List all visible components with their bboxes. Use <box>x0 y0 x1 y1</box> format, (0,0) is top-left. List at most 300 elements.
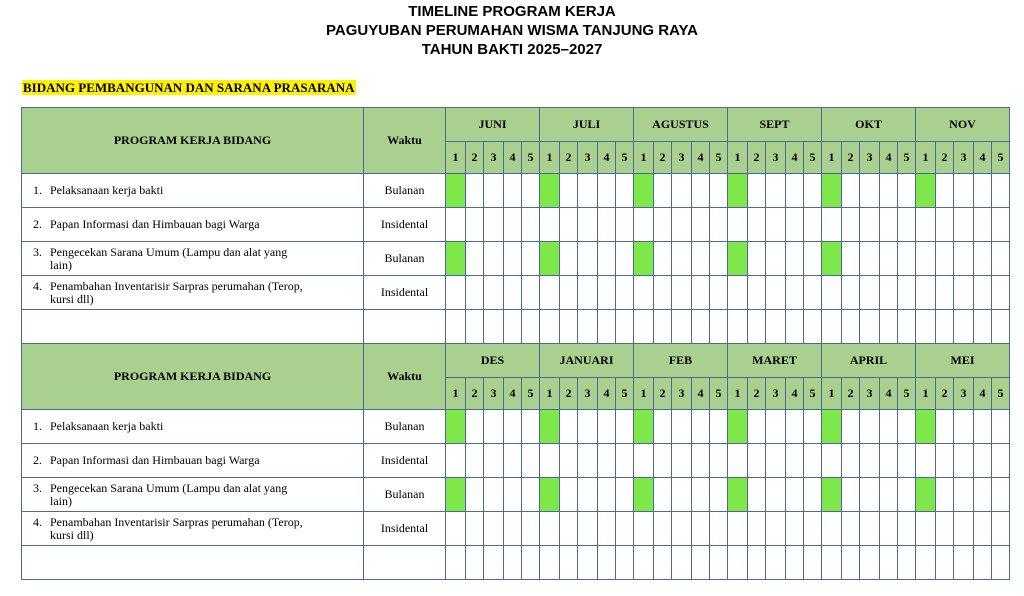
schedule-cell <box>692 546 710 580</box>
schedule-cell <box>728 310 748 344</box>
week-number: 4 <box>504 378 522 410</box>
column-header-waktu: Waktu <box>364 108 446 174</box>
schedule-cell <box>672 242 692 276</box>
schedule-cell <box>842 174 860 208</box>
program-name: Pelaksanaan kerja bakti <box>50 183 164 197</box>
program-cell <box>22 208 364 242</box>
program-name: Pengecekan Sarana Umum (Lampu dan alat yang lain) <box>50 480 288 508</box>
schedule-cell <box>936 444 954 478</box>
program-name: Penambahan Inventarisir Sarpras perumahan (Terop, kursi dll) <box>50 278 303 306</box>
schedule-cell-active <box>822 410 842 444</box>
schedule-cell <box>954 512 974 546</box>
week-number: 2 <box>654 142 672 174</box>
schedule-cell <box>692 410 710 444</box>
schedule-cell <box>766 410 786 444</box>
week-number: 2 <box>748 378 766 410</box>
schedule-cell <box>504 546 522 580</box>
schedule-cell <box>484 546 504 580</box>
schedule-cell <box>466 242 484 276</box>
schedule-cell <box>898 208 916 242</box>
schedule-cell <box>936 512 954 546</box>
schedule-cell <box>748 478 766 512</box>
table-row <box>22 174 1010 208</box>
schedule-cell <box>748 242 766 276</box>
week-number: 5 <box>710 142 728 174</box>
schedule-cell <box>598 174 616 208</box>
schedule-cell <box>654 546 672 580</box>
schedule-cell <box>540 546 560 580</box>
program-number: 4. <box>33 514 42 529</box>
program-cell <box>22 478 364 512</box>
schedule-cell <box>654 174 672 208</box>
schedule-cell <box>672 410 692 444</box>
schedule-cell <box>634 512 654 546</box>
program-cell <box>22 512 364 546</box>
schedule-cell <box>446 276 466 310</box>
program-name: Papan Informasi dan Himbauan bagi Warga <box>50 217 260 231</box>
schedule-cell <box>974 276 992 310</box>
schedule-cell <box>692 478 710 512</box>
schedule-cell <box>654 276 672 310</box>
schedule-cell <box>954 444 974 478</box>
week-number: 5 <box>710 378 728 410</box>
schedule-cell <box>484 512 504 546</box>
schedule-cell <box>578 310 598 344</box>
week-number: 4 <box>598 142 616 174</box>
schedule-cell <box>560 478 578 512</box>
week-number: 4 <box>786 378 804 410</box>
schedule-cell <box>992 208 1010 242</box>
schedule-cell <box>860 444 880 478</box>
week-number: 3 <box>578 142 598 174</box>
month-header: OKT <box>822 108 916 142</box>
schedule-cell <box>578 208 598 242</box>
schedule-cell <box>598 242 616 276</box>
schedule-cell <box>860 174 880 208</box>
program-cell <box>22 310 364 344</box>
schedule-cell <box>974 208 992 242</box>
schedule-cell <box>616 478 634 512</box>
schedule-cell <box>954 310 974 344</box>
schedule-cell <box>992 174 1010 208</box>
schedule-cell <box>484 310 504 344</box>
week-number: 2 <box>936 378 954 410</box>
week-number: 3 <box>954 378 974 410</box>
schedule-cell <box>616 410 634 444</box>
schedule-cell-active <box>540 410 560 444</box>
schedule-cell-active <box>540 174 560 208</box>
schedule-cell <box>522 276 540 310</box>
schedule-cell <box>822 512 842 546</box>
week-number: 1 <box>822 142 842 174</box>
schedule-cell <box>672 208 692 242</box>
schedule-cell <box>466 174 484 208</box>
waktu-cell: Bulanan <box>364 410 446 444</box>
schedule-cell <box>936 242 954 276</box>
week-number: 1 <box>540 142 560 174</box>
schedule-cell <box>728 444 748 478</box>
schedule-cell <box>786 310 804 344</box>
schedule-cell <box>522 208 540 242</box>
schedule-cell <box>766 276 786 310</box>
schedule-cell <box>822 276 842 310</box>
schedule-cell-active <box>634 410 654 444</box>
schedule-cell <box>786 410 804 444</box>
schedule-cell <box>634 444 654 478</box>
schedule-cell <box>916 444 936 478</box>
schedule-cell <box>842 444 860 478</box>
timeline-table <box>21 107 1010 344</box>
schedule-cell <box>672 174 692 208</box>
schedule-cell-active <box>916 174 936 208</box>
schedule-cell <box>654 478 672 512</box>
schedule-cell-active <box>446 242 466 276</box>
schedule-cell <box>634 546 654 580</box>
schedule-cell <box>578 478 598 512</box>
schedule-cell <box>484 276 504 310</box>
program-number: 4. <box>33 278 42 293</box>
schedule-cell <box>860 546 880 580</box>
schedule-cell <box>578 410 598 444</box>
schedule-cell <box>504 444 522 478</box>
schedule-cell-active <box>446 478 466 512</box>
schedule-cell <box>898 512 916 546</box>
schedule-cell-active <box>540 478 560 512</box>
schedule-cell-active <box>446 410 466 444</box>
week-number: 4 <box>974 142 992 174</box>
schedule-cell <box>748 276 766 310</box>
schedule-cell <box>504 276 522 310</box>
schedule-cell <box>766 444 786 478</box>
month-header: DES <box>446 344 540 378</box>
waktu-cell: Insidental <box>364 208 446 242</box>
week-number: 2 <box>466 378 484 410</box>
month-header: MEI <box>916 344 1010 378</box>
schedule-cell <box>786 478 804 512</box>
week-number: 4 <box>598 378 616 410</box>
schedule-cell <box>504 310 522 344</box>
table-row <box>22 208 1010 242</box>
schedule-cell <box>466 410 484 444</box>
schedule-cell <box>616 174 634 208</box>
schedule-cell <box>560 208 578 242</box>
schedule-cell-active <box>822 242 842 276</box>
schedule-cell <box>992 512 1010 546</box>
schedule-cell <box>466 444 484 478</box>
schedule-cell <box>748 174 766 208</box>
schedule-cell <box>540 444 560 478</box>
section-title: BIDANG PEMBANGUNAN DAN SARANA PRASARANA <box>23 80 355 95</box>
column-header-program: PROGRAM KERJA BIDANG <box>22 344 364 410</box>
schedule-cell <box>822 310 842 344</box>
month-header: FEB <box>634 344 728 378</box>
schedule-cell <box>560 410 578 444</box>
schedule-cell <box>578 242 598 276</box>
week-number: 1 <box>916 142 936 174</box>
week-number: 2 <box>654 378 672 410</box>
schedule-cell <box>880 478 898 512</box>
schedule-cell <box>466 512 484 546</box>
schedule-cell <box>540 208 560 242</box>
schedule-cell <box>598 478 616 512</box>
schedule-cell <box>974 410 992 444</box>
program-number: 2. <box>33 453 42 467</box>
schedule-cell <box>936 208 954 242</box>
week-number: 3 <box>672 142 692 174</box>
schedule-cell <box>692 242 710 276</box>
schedule-cell <box>672 276 692 310</box>
schedule-cell <box>616 444 634 478</box>
schedule-cell <box>616 242 634 276</box>
schedule-cell <box>804 410 822 444</box>
week-number: 1 <box>634 378 654 410</box>
schedule-cell <box>992 410 1010 444</box>
program-cell <box>22 410 364 444</box>
schedule-cell <box>578 276 598 310</box>
schedule-cell <box>860 512 880 546</box>
schedule-cell <box>880 242 898 276</box>
schedule-cell <box>766 512 786 546</box>
schedule-cell <box>916 242 936 276</box>
schedule-cell <box>504 208 522 242</box>
schedule-cell-active <box>446 174 466 208</box>
schedule-cell <box>654 208 672 242</box>
schedule-cell <box>992 276 1010 310</box>
schedule-cell <box>616 512 634 546</box>
schedule-cell-active <box>916 410 936 444</box>
schedule-cell <box>974 478 992 512</box>
schedule-cell <box>616 276 634 310</box>
schedule-cell <box>860 310 880 344</box>
table-row <box>22 410 1010 444</box>
schedule-cell <box>710 444 728 478</box>
week-number: 3 <box>860 142 880 174</box>
schedule-cell <box>654 242 672 276</box>
week-number: 4 <box>786 142 804 174</box>
schedule-cell <box>728 276 748 310</box>
schedule-cell <box>936 478 954 512</box>
schedule-cell <box>974 310 992 344</box>
table-row <box>22 444 1010 478</box>
schedule-cell <box>974 444 992 478</box>
schedule-cell <box>540 276 560 310</box>
schedule-cell <box>916 546 936 580</box>
month-header: NOV <box>916 108 1010 142</box>
schedule-cell-active <box>728 242 748 276</box>
month-header: APRIL <box>822 344 916 378</box>
schedule-cell <box>748 410 766 444</box>
schedule-cell <box>504 512 522 546</box>
schedule-cell <box>692 174 710 208</box>
schedule-cell <box>842 546 860 580</box>
schedule-cell <box>540 512 560 546</box>
week-number: 2 <box>466 142 484 174</box>
schedule-cell <box>540 310 560 344</box>
program-cell <box>22 444 364 478</box>
schedule-cell <box>766 310 786 344</box>
week-number: 3 <box>860 378 880 410</box>
waktu-cell <box>364 546 446 580</box>
schedule-cell <box>598 512 616 546</box>
schedule-cell <box>634 276 654 310</box>
schedule-cell <box>728 208 748 242</box>
schedule-cell <box>748 546 766 580</box>
schedule-cell <box>560 444 578 478</box>
week-number: 3 <box>484 378 504 410</box>
week-number: 1 <box>634 142 654 174</box>
program-cell <box>22 242 364 276</box>
schedule-cell <box>842 276 860 310</box>
schedule-cell <box>880 512 898 546</box>
schedule-cell <box>654 410 672 444</box>
schedule-cell <box>710 242 728 276</box>
program-name: Papan Informasi dan Himbauan bagi Warga <box>50 453 260 467</box>
week-number: 5 <box>616 378 634 410</box>
week-number: 3 <box>484 142 504 174</box>
waktu-cell: Bulanan <box>364 174 446 208</box>
waktu-cell: Bulanan <box>364 478 446 512</box>
week-number: 4 <box>692 142 710 174</box>
month-header: JULI <box>540 108 634 142</box>
schedule-cell <box>842 410 860 444</box>
schedule-cell <box>804 242 822 276</box>
schedule-cell <box>484 410 504 444</box>
schedule-cell <box>936 310 954 344</box>
schedule-cell <box>748 512 766 546</box>
schedule-cell <box>992 546 1010 580</box>
schedule-cell <box>748 444 766 478</box>
schedule-cell <box>954 174 974 208</box>
table-row <box>22 310 1010 344</box>
schedule-cell <box>842 478 860 512</box>
week-number: 4 <box>880 378 898 410</box>
week-number: 3 <box>954 142 974 174</box>
schedule-cell <box>822 444 842 478</box>
schedule-cell <box>898 546 916 580</box>
schedule-cell <box>916 208 936 242</box>
schedule-cell <box>578 444 598 478</box>
schedule-cell <box>880 208 898 242</box>
schedule-cell <box>786 546 804 580</box>
schedule-cell <box>710 310 728 344</box>
schedule-cell <box>748 310 766 344</box>
schedule-cell <box>522 512 540 546</box>
week-number: 1 <box>822 378 842 410</box>
schedule-cell <box>954 276 974 310</box>
schedule-cell <box>954 478 974 512</box>
schedule-cell <box>804 208 822 242</box>
schedule-cell-active <box>540 242 560 276</box>
schedule-cell <box>880 276 898 310</box>
schedule-cell <box>898 444 916 478</box>
schedule-cell <box>860 208 880 242</box>
schedule-cell <box>446 310 466 344</box>
schedule-cell <box>786 174 804 208</box>
waktu-cell: Bulanan <box>364 242 446 276</box>
schedule-cell <box>466 478 484 512</box>
table-row <box>22 276 1010 310</box>
schedule-cell <box>936 276 954 310</box>
schedule-cell <box>504 410 522 444</box>
schedule-cell <box>936 546 954 580</box>
schedule-cell <box>842 310 860 344</box>
schedule-cell <box>484 478 504 512</box>
schedule-cell <box>898 310 916 344</box>
week-number: 5 <box>616 142 634 174</box>
program-number: 2. <box>33 217 42 231</box>
week-number: 5 <box>804 142 822 174</box>
schedule-cell <box>598 410 616 444</box>
schedule-cell <box>710 208 728 242</box>
schedule-cell <box>522 410 540 444</box>
week-number: 3 <box>766 142 786 174</box>
month-header: AGUSTUS <box>634 108 728 142</box>
schedule-cell <box>974 242 992 276</box>
schedule-cell <box>916 276 936 310</box>
schedule-cell <box>692 208 710 242</box>
week-number: 5 <box>522 378 540 410</box>
week-number: 1 <box>540 378 560 410</box>
schedule-cell <box>804 174 822 208</box>
program-cell <box>22 174 364 208</box>
schedule-cell <box>822 546 842 580</box>
schedule-cell <box>446 512 466 546</box>
column-header-program: PROGRAM KERJA BIDANG <box>22 108 364 174</box>
schedule-cell <box>880 310 898 344</box>
program-number: 1. <box>33 183 42 197</box>
schedule-cell <box>634 310 654 344</box>
schedule-cell <box>822 208 842 242</box>
schedule-cell <box>446 208 466 242</box>
table-row <box>22 512 1010 546</box>
week-number: 4 <box>692 378 710 410</box>
schedule-cell <box>504 478 522 512</box>
schedule-cell <box>522 546 540 580</box>
schedule-cell <box>786 444 804 478</box>
schedule-cell <box>522 174 540 208</box>
week-number: 2 <box>560 142 578 174</box>
table-row <box>22 478 1010 512</box>
schedule-cell-active <box>822 174 842 208</box>
week-number: 3 <box>766 378 786 410</box>
schedule-cell <box>598 276 616 310</box>
week-number: 5 <box>804 378 822 410</box>
schedule-cell <box>634 208 654 242</box>
section-heading <box>22 79 356 97</box>
schedule-cell-active <box>728 410 748 444</box>
schedule-cell <box>522 444 540 478</box>
schedule-cell <box>842 242 860 276</box>
schedule-cell <box>484 174 504 208</box>
schedule-cell <box>710 546 728 580</box>
schedule-cell <box>842 512 860 546</box>
week-number: 5 <box>898 142 916 174</box>
schedule-cell <box>766 208 786 242</box>
schedule-cell <box>916 512 936 546</box>
schedule-cell <box>992 242 1010 276</box>
schedule-cell <box>560 276 578 310</box>
schedule-cell <box>616 208 634 242</box>
week-number: 3 <box>672 378 692 410</box>
week-number: 2 <box>560 378 578 410</box>
schedule-cell <box>860 478 880 512</box>
schedule-cell <box>766 242 786 276</box>
schedule-cell <box>672 512 692 546</box>
column-header-waktu: Waktu <box>364 344 446 410</box>
month-header: JUNI <box>446 108 540 142</box>
schedule-cell <box>728 546 748 580</box>
doc-title-line2: PAGUYUBAN PERUMAHAN WISMA TANJUNG RAYA <box>326 22 698 39</box>
